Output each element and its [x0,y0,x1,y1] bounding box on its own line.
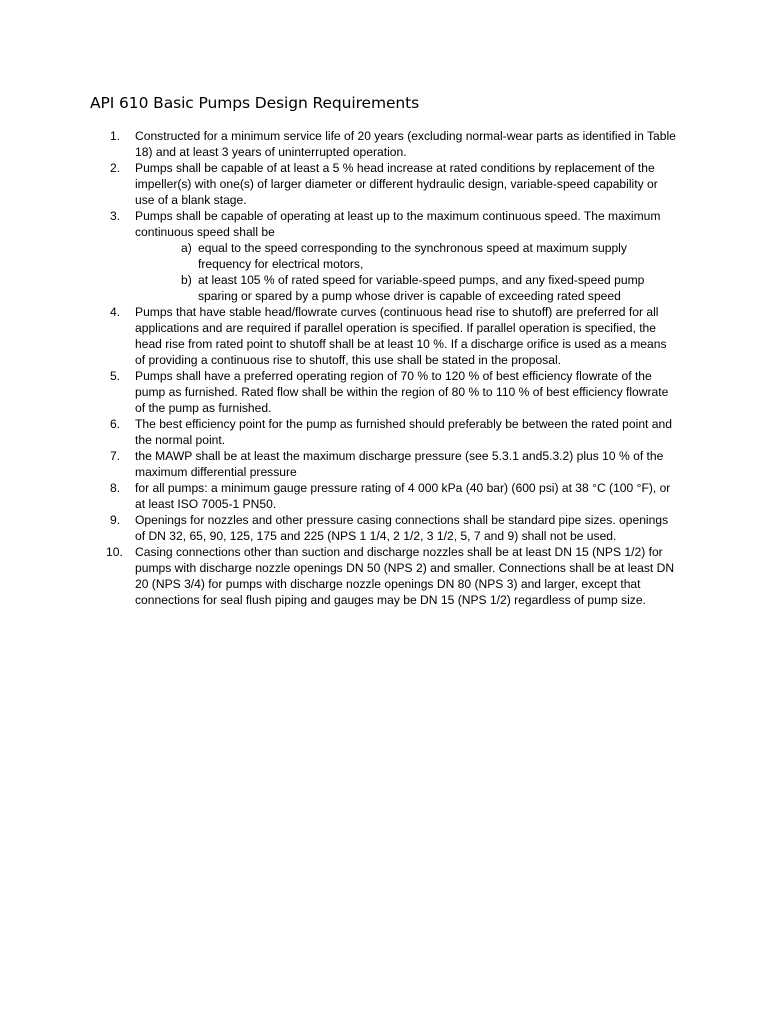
list-item [110,128,677,160]
item-number: 3. [110,209,121,223]
item-text: the MAWP shall be at least the maximum discharge pressure (see 5.3.1 and5.3.2) plus 10 % of the maximum differential pressure [135,449,664,479]
item-number: 5. [110,369,121,383]
item-text: Openings for nozzles and other pressure casing connections shall be standard pipe sizes. openings of DN 32, 65, 90, 125, 175 and 225 (NPS 1 1/4, 2 1/2, 3 1/2, 5, 7 and 9) shall not be used. [135,513,669,543]
sub-list [135,240,677,304]
list-item [110,208,677,304]
item-number: 7. [110,449,121,463]
item-number: 6. [110,417,121,431]
sub-list-item [181,272,677,304]
list-item [110,512,677,544]
sub-item-label: a) [181,241,192,255]
list-item [110,480,677,512]
list-item [110,304,677,368]
item-number: 10. [106,545,123,559]
item-text: for all pumps: a minimum gauge pressure rating of 4 000 kPa (40 bar) (600 psi) at 38 °C (100 °F), or at least ISO 7005-1 PN50. [135,481,671,511]
item-text: Pumps shall have a preferred operating region of 70 % to 120 % of best efficiency flowrate of the pump as furnished. Rated flow shall be within the region of 80 % to 110 % of best efficiency flowrate of the pump as furnished. [135,369,669,415]
item-number: 1. [110,129,121,143]
item-text: Pumps shall be capable of operating at least up to the maximum continuous speed. The maximum continuous speed shall be [135,209,661,239]
list-item [106,544,677,608]
item-number: 4. [110,305,121,319]
sub-item-label: b) [181,273,192,287]
page-title: API 610 Basic Pumps Design Requirements [90,94,420,112]
item-text: Constructed for a minimum service life of 20 years (excluding normal-wear parts as identified in Table 18) and at least 3 years of uninterrupted operation. [135,129,676,159]
list-item [110,160,677,208]
item-number: 2. [110,161,121,175]
requirements-list [106,128,677,608]
item-text: Casing connections other than suction and discharge nozzles shall be at least DN 15 (NPS 1/2) for pumps with discharge nozzle openings DN 50 (NPS 2) and smaller. Connections shall be at least DN 20 (NPS 3/4) for pumps with discharge nozzle openings DN 80 (NPS 3) and larger, except that connections for seal flush piping and gauges may be DN 15 (NPS 1/2) regardless of pump size. [135,545,675,607]
list-item [110,416,677,448]
sub-item-text: equal to the speed corresponding to the synchronous speed at maximum supply frequency for electrical motors, [198,241,627,271]
item-text: The best efficiency point for the pump as furnished should preferably be between the rated point and the normal point. [135,417,672,447]
item-text: Pumps shall be capable of at least a 5 % head increase at rated conditions by replacement of the impeller(s) with one(s) of larger diameter or different hydraulic design, variable-speed capability or use of a blank stage. [135,161,658,207]
list-item [110,448,677,480]
list-item [110,368,677,416]
sub-list-item [181,240,677,272]
sub-item-text: at least 105 % of rated speed for variable-speed pumps, and any fixed-speed pump sparing or spared by a pump whose driver is capable of exceeding rated speed [198,273,645,303]
item-number: 9. [110,513,121,527]
item-number: 8. [110,481,121,495]
item-text: Pumps that have stable head/flowrate curves (continuous head rise to shutoff) are preferred for all applications and are required if parallel operation is specified. If parallel operation is specified, the head rise from rated point to shutoff shall be at least 10 %. If a discharge orifice is used as a means of providing a continuous rise to shutoff, this use shall be stated in the proposal. [135,305,667,367]
